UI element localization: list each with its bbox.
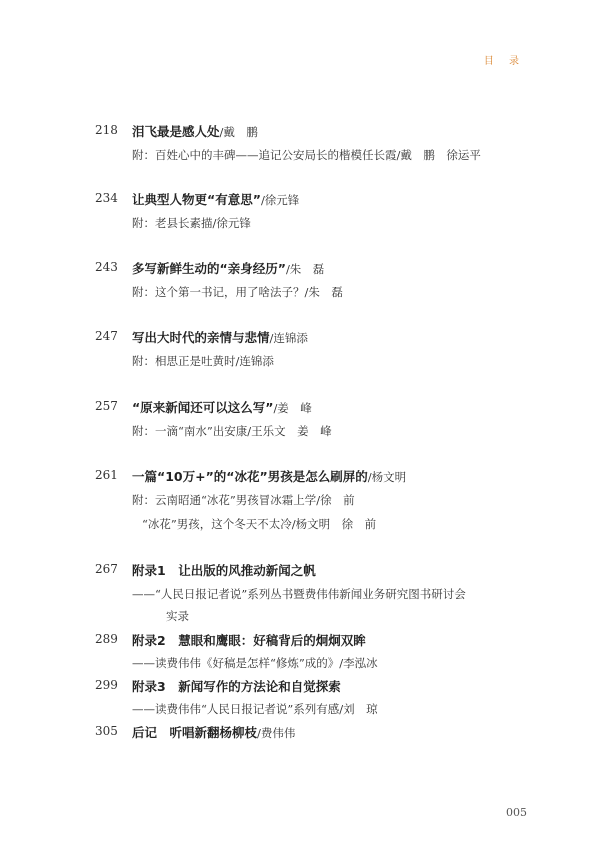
entry-author: /连锦添 <box>269 331 308 345</box>
section-header: 目 录 <box>483 56 525 67</box>
entry-subtitle: ——读费伟伟“人民日报记者说”系列有感/刘 琼 <box>132 702 378 716</box>
title-text: 附录3 新闻写作的方法论和自觉探索 <box>132 679 341 694</box>
entry-appendix: 附：这个第一书记，用了啥法子？/朱 磊 <box>132 285 343 299</box>
title-text: 附录1 让出版的风推动新闻之帆 <box>132 563 316 578</box>
page-number: 257 <box>95 399 118 413</box>
page-number: 261 <box>95 468 118 482</box>
page-number: 267 <box>95 562 118 576</box>
page-number: 305 <box>95 724 118 738</box>
entry-author: /徐元锋 <box>260 193 300 207</box>
title-text: 附录2 慧眼和鹰眼：好稿背后的炯炯双眸 <box>132 633 366 648</box>
entry-title[interactable] <box>132 328 308 346</box>
entry-title[interactable] <box>132 122 258 140</box>
page-number: 299 <box>95 678 118 692</box>
page-number: 234 <box>95 191 118 205</box>
page-number: 218 <box>95 123 118 137</box>
entry-appendix: 附：百姓心中的丰碑——追记公安局长的楷模任长霞/戴 鹏 徐运平 <box>132 148 481 162</box>
title-text: 泪飞最是感人处 <box>132 124 220 139</box>
title-text: 后记 听唱新翻杨柳枝 <box>132 725 258 740</box>
entry-title[interactable] <box>132 561 316 579</box>
entry-subtitle: ——“人民日报记者说”系列丛书暨费伟伟新闻业务研究图书研讨会 <box>132 587 466 601</box>
entry-title[interactable] <box>132 631 366 649</box>
entry-author: /戴 鹏 <box>219 125 258 139</box>
entry-title[interactable] <box>132 677 341 695</box>
entry-subtitle-continued: 实录 <box>166 609 189 623</box>
entry-appendix: 附：相思正是吐黄时/连锦添 <box>132 354 274 368</box>
entry-author: /朱 磊 <box>285 262 325 276</box>
entry-appendix: 附：一滴“南水”出安康/王乐文 姜 峰 <box>132 424 332 438</box>
entry-title[interactable] <box>132 259 324 277</box>
folio-page-number: 005 <box>506 806 527 819</box>
title-text: 写出大时代的亲情与悲情 <box>132 330 270 345</box>
entry-title[interactable] <box>132 723 295 741</box>
entry-title[interactable] <box>132 398 312 416</box>
entry-appendix: 附：老县长素描/徐元锋 <box>132 216 251 230</box>
entry-appendix: 附：云南昭通“冰花”男孩冒冰霜上学/徐 前 <box>132 493 355 507</box>
entry-author: /杨文明 <box>367 470 407 484</box>
entry-title[interactable] <box>132 467 406 485</box>
entry-subtitle: ——读费伟伟《好稿是怎样“修炼”成的》/李泓冰 <box>132 656 378 670</box>
page-number: 243 <box>95 260 118 274</box>
page-number: 289 <box>95 632 118 646</box>
entry-author: /费伟伟 <box>257 726 296 740</box>
title-text: “原来新闻还可以这么写” <box>132 400 274 415</box>
entry-appendix: “冰花”男孩，这个冬天不太冷/杨文明 徐 前 <box>142 517 377 531</box>
page-number: 247 <box>95 329 118 343</box>
title-text: 让典型人物更“有意思” <box>132 192 261 207</box>
title-text: 一篇“10万+”的“冰花”男孩是怎么刷屏的 <box>132 469 368 484</box>
entry-title[interactable] <box>132 190 299 208</box>
title-text: 多写新鲜生动的“亲身经历” <box>132 261 286 276</box>
entry-author: /姜 峰 <box>273 401 312 415</box>
